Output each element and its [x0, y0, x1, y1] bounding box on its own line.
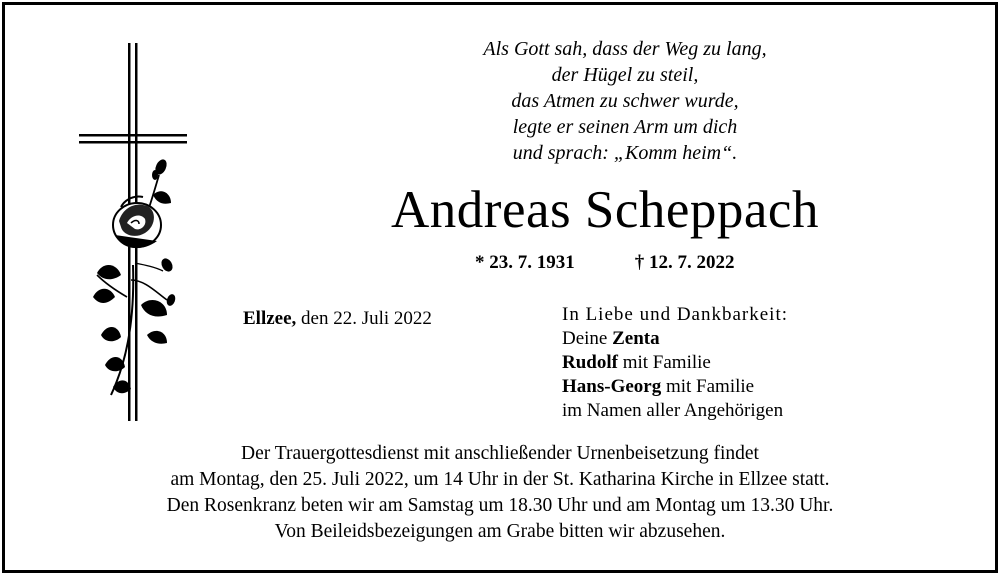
poem [385, 36, 865, 166]
mourner-name: Hans-Georg [562, 376, 662, 397]
deceased-name: Andreas Scheppach [391, 181, 819, 239]
mourner-suffix: mit Familie [665, 376, 755, 397]
place-name: Ellzee, [243, 308, 297, 329]
mourner-name: Rudolf [562, 352, 618, 373]
poem-line: legte er seinen Arm um dich [512, 116, 738, 138]
mourner-line: im Namen aller Angehörigen [562, 400, 784, 421]
mourner-suffix: mit Familie [622, 352, 711, 373]
mourners-intro: In Liebe und Dankbarkeit: [562, 304, 789, 325]
birth-date: * 23. 7. 1931 [475, 252, 575, 273]
mourner-name: Zenta [612, 328, 660, 349]
poem-line: das Atmen zu schwer wurde, [511, 90, 739, 112]
poem-line: Als Gott sah, dass der Weg zu lang, [483, 38, 767, 60]
service-notice [55, 441, 945, 545]
obituary-frame [2, 2, 998, 573]
mourners-block [562, 303, 788, 423]
cross-with-rose-icon [75, 35, 195, 430]
poem-line: und sprach: „Komm heim“. [512, 142, 738, 164]
poem-line: der Hügel zu steil, [551, 64, 699, 86]
mourner-line [562, 351, 788, 375]
notice-line: am Montag, den 25. Juli 2022, um 14 Uhr in der St. Katharina Kirche in Ellzee statt. [170, 469, 830, 490]
notice-line: Den Rosenkranz beten wir am Samstag um 18.30 Uhr und am Montag um 13.30 Uhr. [166, 495, 834, 516]
place-date-line [243, 308, 432, 330]
mourner-line [562, 375, 788, 399]
notice-date: den 22. Juli 2022 [301, 308, 432, 329]
death-date: † 12. 7. 2022 [634, 252, 735, 273]
life-dates [475, 252, 775, 274]
mourner-prefix: Deine [562, 328, 608, 349]
notice-line: Von Beileidsbezeigungen am Grabe bitten wir abzusehen. [274, 521, 726, 542]
mourner-line [562, 327, 788, 351]
notice-line: Der Trauergottesdienst mit anschließender Urnenbeisetzung findet [241, 443, 759, 464]
